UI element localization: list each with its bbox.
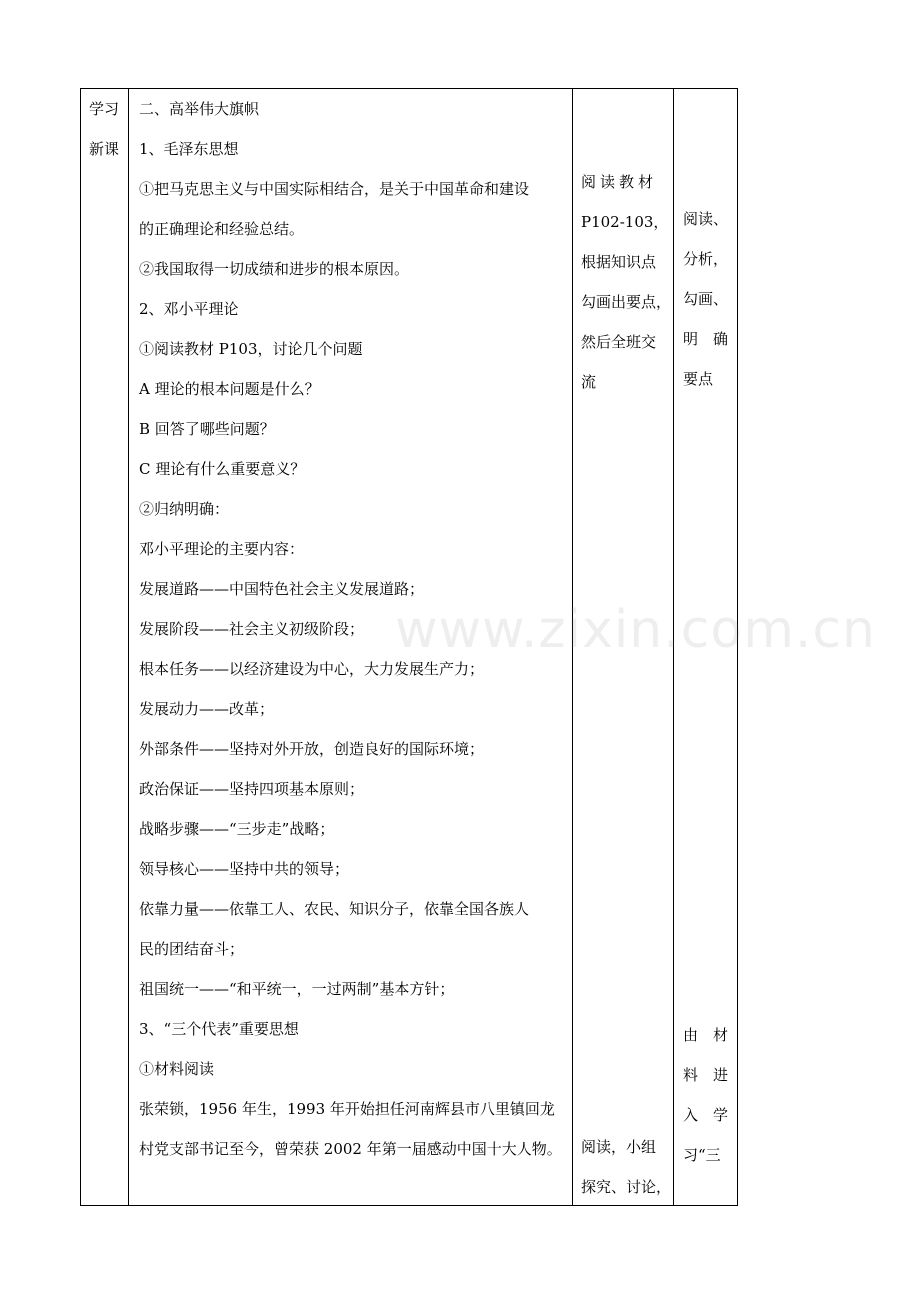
activity-line: 勾画出要点， xyxy=(581,293,672,311)
activity-line: 流 xyxy=(581,373,597,391)
intent-line: 分析， xyxy=(683,250,729,268)
content-line: 村党支部书记至今，曾荣获 2002 年第一届感动中国十大人物。 xyxy=(139,1140,562,1158)
intent-line: 要点 xyxy=(683,370,714,388)
content-line: 3、“三个代表”重要思想 xyxy=(139,1020,299,1038)
content-line: ②归纳明确： xyxy=(139,500,230,518)
activity-line: P102-103， xyxy=(581,213,669,231)
content-line: 邓小平理论的主要内容： xyxy=(139,540,305,558)
content-line: ①材料阅读 xyxy=(139,1060,215,1078)
content-line: 1、毛泽东思想 xyxy=(139,140,239,158)
content-line: 发展动力——改革； xyxy=(139,700,275,718)
content-line: 2、邓小平理论 xyxy=(139,300,239,318)
intent-line: 阅读、 xyxy=(683,210,729,228)
content-line: 政治保证——坚持四项基本原则； xyxy=(139,780,365,798)
lesson-plan-table xyxy=(80,88,738,1206)
content-line: 外部条件——坚持对外开放，创造良好的国际环境； xyxy=(139,740,485,758)
design-intent-column xyxy=(674,89,738,1205)
activity-line: 探究、讨论， xyxy=(581,1178,672,1196)
content-line: B 回答了哪些问题？ xyxy=(139,420,275,438)
activity-line: 根据知识点 xyxy=(581,253,657,271)
content-line: 祖国统一——“和平统一，一过两制”基本方针； xyxy=(139,980,455,998)
intent-line: 入 学 xyxy=(683,1106,729,1124)
content-line: 二、高举伟大旗帜 xyxy=(139,100,260,118)
stage-column xyxy=(81,89,128,1205)
activity-line: 然后全班交 xyxy=(581,333,657,351)
activity-line: 阅读教材 xyxy=(581,173,658,191)
content-line: 的正确理论和经验总结。 xyxy=(139,220,305,238)
content-line: 张荣锁，1956 年生，1993 年开始担任河南辉县市八里镇回龙 xyxy=(139,1100,555,1118)
activity-line: 阅读，小组 xyxy=(581,1138,657,1156)
stage-label-line1: 学习 xyxy=(89,100,120,118)
content-line: 民的团结奋斗； xyxy=(139,940,245,958)
content-line: 战略步骤——“三步走”战略； xyxy=(139,820,335,838)
content-line: A 理论的根本问题是什么？ xyxy=(139,380,320,398)
stage-label-line2: 新课 xyxy=(89,140,120,158)
intent-line: 明 确 xyxy=(683,330,729,348)
content-line: ②我国取得一切成绩和进步的根本原因。 xyxy=(139,260,410,278)
student-activity-column xyxy=(573,89,673,1205)
content-line: 发展阶段——社会主义初级阶段； xyxy=(139,620,365,638)
content-line: 依靠力量——依靠工人、农民、知识分子，依靠全国各族人 xyxy=(139,900,530,918)
content-column xyxy=(129,89,572,1205)
content-line: 根本任务——以经济建设为中心，大力发展生产力； xyxy=(139,660,485,678)
content-line: ①把马克思主义与中国实际相结合，是关于中国革命和建设 xyxy=(139,180,530,198)
intent-line: 勾画、 xyxy=(683,290,729,308)
content-line: C 理论有什么重要意义？ xyxy=(139,460,306,478)
content-line: 发展道路——中国特色社会主义发展道路； xyxy=(139,580,425,598)
content-line: ①阅读教材 P103，讨论几个问题 xyxy=(139,340,363,358)
watermark-text: www.zixin.com.cn xyxy=(395,600,876,660)
content-line: 领导核心——坚持中共的领导； xyxy=(139,860,350,878)
intent-line: 习“三 xyxy=(683,1146,721,1164)
intent-line: 由 材 xyxy=(683,1026,729,1044)
intent-line: 料 进 xyxy=(683,1066,729,1084)
